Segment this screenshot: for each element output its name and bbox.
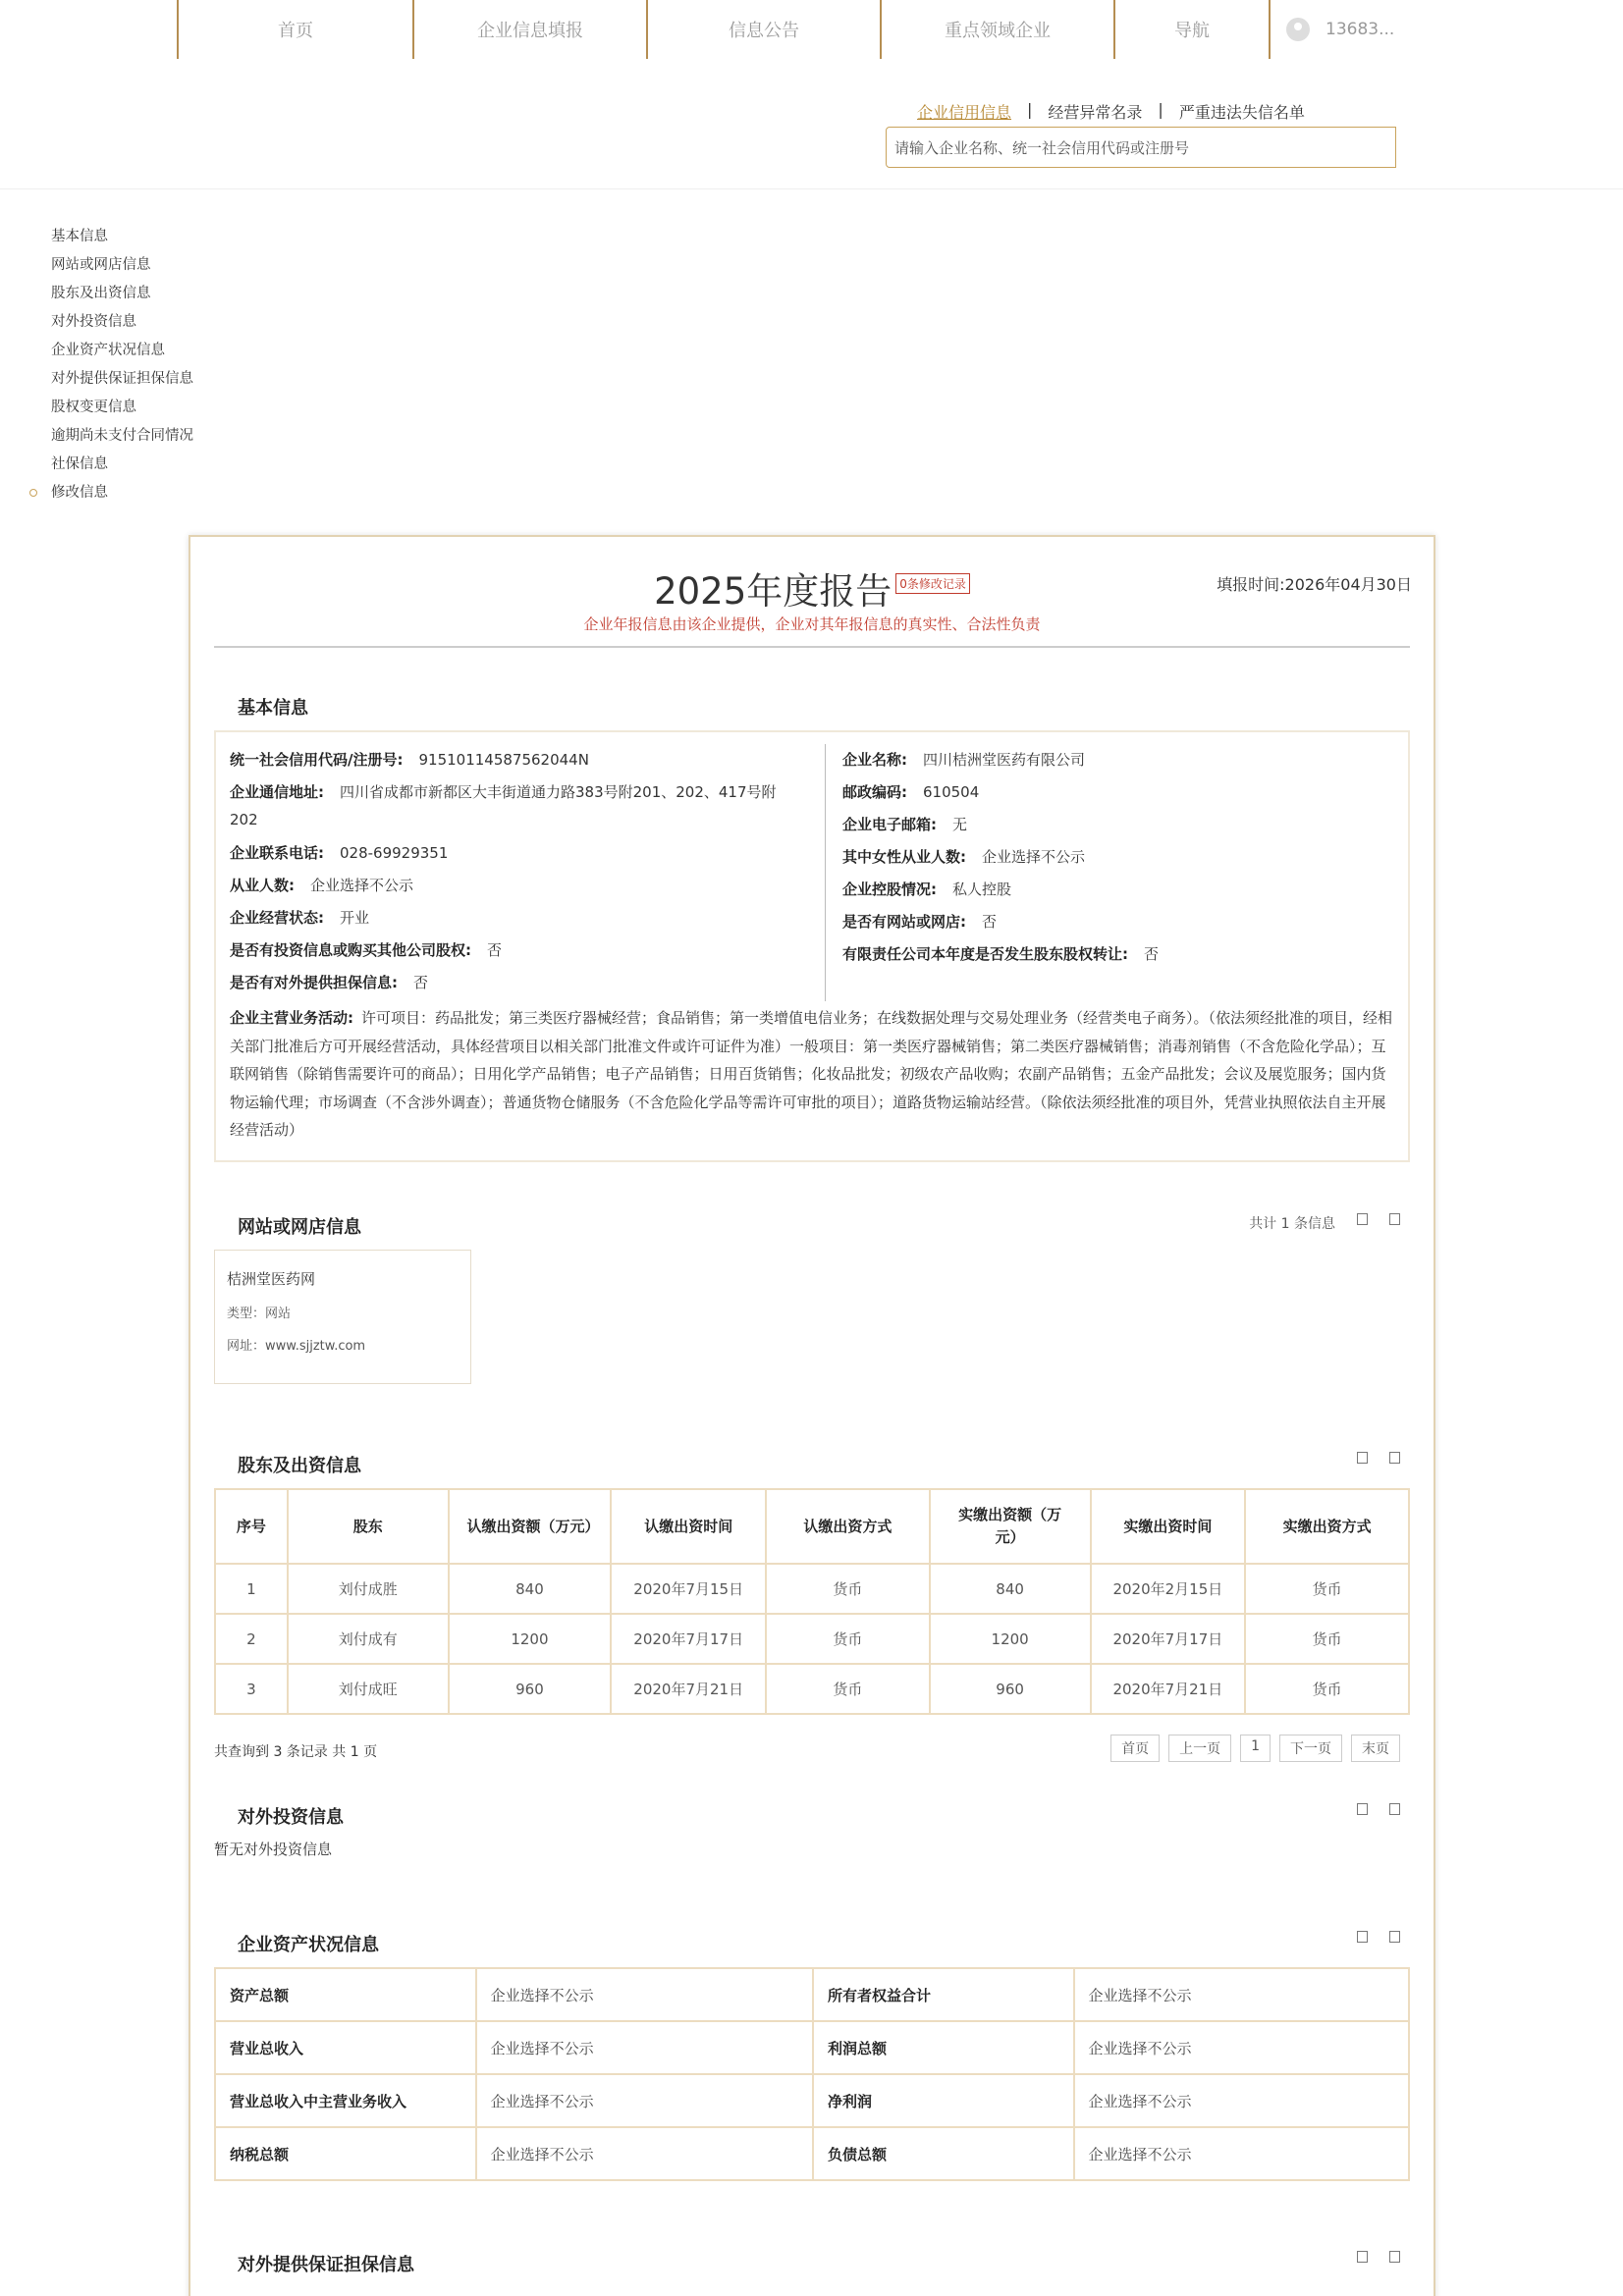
- cell-index: 1: [215, 1564, 288, 1614]
- expand-icon[interactable]: [1357, 1213, 1368, 1225]
- sidenav-guarantee[interactable]: 对外提供保证担保信息: [51, 371, 193, 387]
- section-title-assets: 企业资产状况信息: [238, 1935, 379, 1955]
- website-type: 类型：网站: [227, 1307, 292, 1321]
- cell-paid-date: 2020年7月17日: [1091, 1614, 1246, 1664]
- cell-paid-amount: 840: [930, 1564, 1091, 1614]
- collapse-icon[interactable]: [1389, 1931, 1400, 1943]
- nav-navigation[interactable]: 导航: [1113, 0, 1271, 59]
- field-has-guarantee: 是否有对外提供担保信息: 否: [230, 974, 429, 991]
- assets-toolbar: [1357, 1931, 1400, 1943]
- cell-subscribed-method: 货币: [766, 1564, 930, 1614]
- asset-label: 营业总收入中主营业务收入: [215, 2074, 476, 2127]
- report-panel: [189, 535, 1435, 2296]
- asset-value: 企业选择不公示: [476, 2021, 813, 2074]
- tab-separator: |: [1158, 100, 1163, 119]
- col-subscribed-date: 认缴出资时间: [611, 1489, 766, 1564]
- cell-shareholder: 刘付成旺: [288, 1664, 449, 1714]
- col-shareholder: 股东: [288, 1489, 449, 1564]
- table-header-row: [215, 1489, 1409, 1564]
- website-count: 共计 1 条信息: [1249, 1216, 1335, 1232]
- cell-subscribed-date: 2020年7月21日: [611, 1664, 766, 1714]
- cell-paid-method: 货币: [1245, 1664, 1409, 1714]
- nav-info-filing[interactable]: 企业信息填报: [412, 0, 646, 59]
- cell-subscribed-date: 2020年7月17日: [611, 1614, 766, 1664]
- cell-subscribed-method: 货币: [766, 1614, 930, 1664]
- asset-label: 利润总额: [813, 2021, 1074, 2074]
- report-divider: [214, 646, 1410, 648]
- asset-value: 企业选择不公示: [1074, 1968, 1409, 2021]
- cell-paid-amount: 1200: [930, 1614, 1091, 1664]
- field-employees: 从业人数: 企业选择不公示: [230, 877, 414, 894]
- basic-info-box: [214, 730, 1410, 1162]
- field-business-scope: 企业主营业务活动: 许可项目：药品批发；第三类医疗器械经营；食品销售；第一类增值电信业务；在线数据处理与交易处理业务（经营类电子商务）。（依法须经批准的项目，经相关部门批准后方可开展经营活动，具体经营项目以相关部门批准文件或许可证件为准）一般项目：第一类医疗器械销售；第二类医疗器械销售；消毒剂销售（不含危险化学品）；互联网销售（除销售需要许可的商品）；日用化学产品销售；电子产品销售；日用百货销售；化妆品批发；初级农产品收购；农副产品销售；五金产品批发；会议及展览服务；国内货物运输代理；市场调查（不含涉外调查）；普通货物仓储服务（不含危险化学品等需许可审批的项目）；道路货物运输站经营。（除依法须经批准的项目外，凭营业执照依法自主开展经营活动）: [230, 1009, 1393, 1139]
- col-paid-amount: 实缴出资额（万元）: [930, 1489, 1091, 1564]
- field-equity-transfer: 有限责任公司本年度是否发生股东股权转让: 否: [842, 945, 1160, 963]
- cell-subscribed-amount: 840: [449, 1564, 612, 1614]
- report-disclaimer: 企业年报信息由该企业提供，企业对其年报信息的真实性、合法性负责: [583, 615, 1041, 633]
- page-number-button[interactable]: 1: [1240, 1735, 1271, 1762]
- sidenav-social-security[interactable]: 社保信息: [51, 456, 108, 472]
- investment-toolbar: [1357, 1803, 1400, 1815]
- last-page-button[interactable]: 末页: [1351, 1735, 1400, 1762]
- user-menu[interactable]: [1286, 18, 1394, 41]
- tab-separator: |: [1027, 100, 1033, 119]
- col-paid-date: 实缴出资时间: [1091, 1489, 1246, 1564]
- col-subscribed-amount: 认缴出资额（万元）: [449, 1489, 612, 1564]
- sidenav-shareholders[interactable]: 股东及出资信息: [51, 286, 151, 301]
- section-title-website: 网站或网店信息: [238, 1217, 361, 1238]
- field-address: 企业通信地址: 四川省成都市新都区大丰街道通力路383号附201、202、417号附202: [230, 783, 777, 828]
- section-title-investment: 对外投资信息: [238, 1807, 344, 1828]
- field-company-name: 企业名称: 四川桔洲堂医药有限公司: [842, 751, 1086, 769]
- asset-value: 企业选择不公示: [476, 2074, 813, 2127]
- asset-label: 资产总额: [215, 1968, 476, 2021]
- next-page-button[interactable]: 下一页: [1279, 1735, 1342, 1762]
- cell-paid-method: 货币: [1245, 1614, 1409, 1664]
- asset-label: 负债总额: [813, 2127, 1074, 2180]
- cell-subscribed-date: 2020年7月15日: [611, 1564, 766, 1614]
- sidenav-modification[interactable]: 修改信息: [51, 482, 193, 510]
- sidenav-investment[interactable]: 对外投资信息: [51, 314, 136, 330]
- table-row: [215, 1664, 1409, 1714]
- website-toolbar: [1249, 1213, 1400, 1233]
- asset-value: 企业选择不公示: [1074, 2074, 1409, 2127]
- cell-paid-date: 2020年2月15日: [1091, 1564, 1246, 1614]
- collapse-icon[interactable]: [1389, 1803, 1400, 1815]
- asset-label: 纳税总额: [215, 2127, 476, 2180]
- column-divider: [825, 744, 826, 1001]
- search-tabs: [915, 100, 1307, 123]
- report-fill-time: 填报时间:2026年04月30日: [1217, 575, 1412, 594]
- guarantee-toolbar: [1357, 2251, 1400, 2263]
- nav-home[interactable]: 首页: [177, 0, 412, 59]
- user-avatar-icon: [1286, 18, 1310, 41]
- website-card: [214, 1250, 471, 1384]
- field-credit-code: 统一社会信用代码/注册号: 91510114587562044N: [230, 751, 589, 769]
- table-row: [215, 1614, 1409, 1664]
- tab-credit-info[interactable]: 企业信用信息: [917, 103, 1012, 122]
- search-input[interactable]: 请输入企业名称、统一社会信用代码或注册号: [886, 127, 1396, 168]
- cell-index: 2: [215, 1614, 288, 1664]
- field-email: 企业电子邮箱: 无: [842, 816, 968, 833]
- sidenav-assets[interactable]: 企业资产状况信息: [51, 343, 165, 358]
- collapse-icon[interactable]: [1389, 2251, 1400, 2263]
- asset-label: 营业总收入: [215, 2021, 476, 2074]
- collapse-icon[interactable]: [1389, 1452, 1400, 1464]
- assets-table: [214, 1967, 1410, 2181]
- field-holding: 企业控股情况: 私人控股: [842, 881, 1012, 898]
- section-title-guarantee: 对外提供保证担保信息: [238, 2255, 414, 2275]
- shareholders-table: [214, 1488, 1410, 1715]
- modification-record-link[interactable]: 0条修改记录: [895, 573, 970, 594]
- cell-paid-amount: 960: [930, 1664, 1091, 1714]
- asset-label: 净利润: [813, 2074, 1074, 2127]
- cell-shareholder: 刘付成有: [288, 1614, 449, 1664]
- pagination-info: 共查询到 3 条记录 共 1 页: [214, 1744, 378, 1760]
- side-nav: [51, 226, 193, 510]
- section-title-basic: 基本信息: [238, 698, 308, 719]
- top-nav: [177, 0, 1271, 59]
- col-paid-method: 实缴出资方式: [1245, 1489, 1409, 1564]
- tab-serious-violation[interactable]: 严重违法失信名单: [1178, 103, 1305, 122]
- field-phone: 企业联系电话: 028-69929351: [230, 844, 449, 862]
- sidenav-overdue-contracts[interactable]: 逾期尚未支付合同情况: [51, 428, 193, 444]
- asset-value: 企业选择不公示: [476, 2127, 813, 2180]
- cell-subscribed-amount: 960: [449, 1664, 612, 1714]
- field-has-website: 是否有网站或网店: 否: [842, 913, 998, 931]
- field-female-employees: 其中女性从业人数: 企业选择不公示: [842, 848, 1086, 866]
- shareholders-toolbar: [1357, 1452, 1400, 1464]
- asset-label: 所有者权益合计: [813, 1968, 1074, 2021]
- asset-value: 企业选择不公示: [1074, 2127, 1409, 2180]
- website-url: 网址：www.sjjztw.com: [227, 1339, 366, 1354]
- header-divider: [0, 188, 1623, 189]
- cell-subscribed-method: 货币: [766, 1664, 930, 1714]
- first-page-button[interactable]: 首页: [1110, 1735, 1160, 1762]
- table-row: [215, 1968, 1409, 2021]
- expand-icon[interactable]: [1357, 1931, 1368, 1943]
- cell-paid-method: 货币: [1245, 1564, 1409, 1614]
- table-row: [215, 2127, 1409, 2180]
- table-row: [215, 2021, 1409, 2074]
- cell-index: 3: [215, 1664, 288, 1714]
- section-title-shareholders: 股东及出资信息: [238, 1456, 361, 1476]
- pagination: [1110, 1735, 1400, 1762]
- col-index: 序号: [215, 1489, 288, 1564]
- cell-subscribed-amount: 1200: [449, 1614, 612, 1664]
- field-status: 企业经营状态: 开业: [230, 909, 370, 927]
- sidenav-equity-change[interactable]: 股权变更信息: [51, 400, 136, 415]
- website-name: 桔洲堂医药网: [227, 1270, 316, 1288]
- expand-icon[interactable]: [1357, 2251, 1368, 2263]
- user-phone: 13683...: [1325, 20, 1395, 39]
- nav-key-enterprises[interactable]: 重点领域企业: [880, 0, 1113, 59]
- sidenav-basic-info[interactable]: 基本信息: [51, 229, 108, 244]
- investment-empty: 暂无对外投资信息: [214, 1841, 333, 1858]
- sidenav-website[interactable]: 网站或网店信息: [51, 257, 151, 273]
- nav-notices[interactable]: 信息公告: [646, 0, 880, 59]
- prev-page-button[interactable]: 上一页: [1168, 1735, 1231, 1762]
- col-subscribed-method: 认缴出资方式: [766, 1489, 930, 1564]
- expand-icon[interactable]: [1357, 1452, 1368, 1464]
- table-row: [215, 2074, 1409, 2127]
- field-has-investment: 是否有投资信息或购买其他公司股权: 否: [230, 941, 503, 959]
- asset-value: 企业选择不公示: [1074, 2021, 1409, 2074]
- expand-icon[interactable]: [1357, 1803, 1368, 1815]
- field-postal-code: 邮政编码: 610504: [842, 783, 980, 801]
- tab-abnormal-list[interactable]: 经营异常名录: [1048, 103, 1143, 122]
- table-row: [215, 1564, 1409, 1614]
- cell-shareholder: 刘付成胜: [288, 1564, 449, 1614]
- cell-paid-date: 2020年7月21日: [1091, 1664, 1246, 1714]
- asset-value: 企业选择不公示: [476, 1968, 813, 2021]
- collapse-icon[interactable]: [1389, 1213, 1400, 1225]
- report-title-text: 2025年度报告: [654, 570, 893, 613]
